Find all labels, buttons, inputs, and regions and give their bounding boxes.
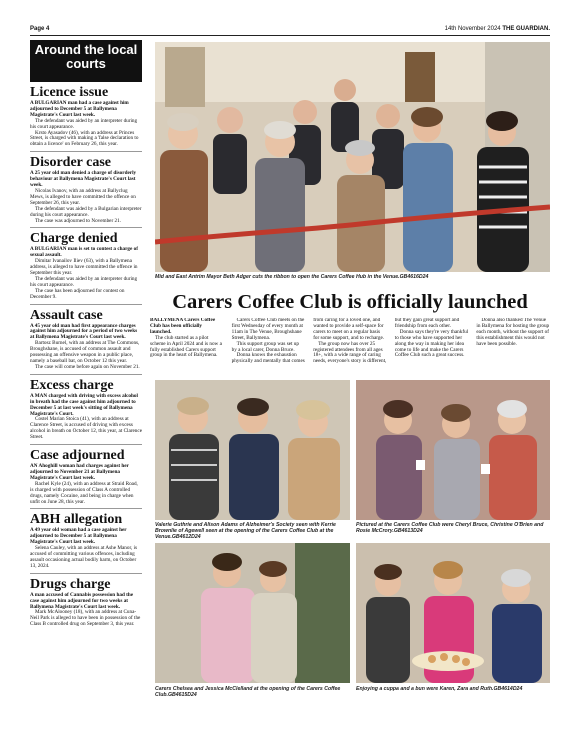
story-intro: A BULGARIAN man had a case against him adjourned to December 5 at Ballymena Magistrate's Court last week. — [30, 100, 129, 118]
carers-coffee-photo — [356, 380, 550, 520]
story-paragraph: The case will come before again on November 21. — [35, 363, 140, 370]
story-intro: A BULGARIAN man is set to contest a charge of sexual assault. — [30, 246, 138, 259]
story-paragraph: Costel Marian Stoica (41), with an address at Clarence Street, is accused of driving with excess alcohol in breath on October 12, this year, at Clarence Street. — [30, 416, 142, 441]
story-divider — [30, 227, 142, 228]
story-headline: ABH allegation — [30, 512, 123, 528]
story-headline: Excess charge — [30, 377, 114, 393]
bottom-left-caption: Carers Chelsea and Jessica McClelland at the opening of the Carers Coffee Club.GB4615D24 — [155, 686, 341, 698]
court-story — [30, 378, 142, 445]
paper-name: THE GUARDIAN. — [502, 26, 550, 32]
courts-column — [30, 40, 142, 710]
story-paragraph: Krsto Ayasadov (46), with an address at Princes Street, is charged with making a 'false declaration to obtain a licence' on February 26, this year. — [30, 129, 139, 148]
story-divider — [30, 374, 142, 375]
ribbon-cutting-image — [155, 42, 550, 272]
court-story — [30, 155, 142, 228]
issue-date: 14th November 2024 — [444, 26, 501, 32]
date-line — [445, 26, 550, 32]
carers-coffee-image — [356, 380, 550, 520]
cuppa-and-bun-photo — [356, 543, 550, 683]
article-paragraph: The club started as a pilot scheme in April 2024 and is now a fully established Carers support group in the heart of Ballymena. — [150, 334, 222, 359]
article-paragraph: Carers Coffee Club meets on the first Wednesday of every month at 11am in The Venue, Broughshane Street, Ballymena. — [231, 318, 305, 341]
article-paragraph: This support group was set up by a local carer, Donna Bruce. — [231, 340, 299, 353]
story-intro: A MAN charged with driving with excess alcohol in breath had the case against him adjourned to December 5 at last week's sitting of Ballymena Magistrate's Court. — [30, 392, 138, 417]
court-story — [30, 512, 142, 573]
header-rule — [30, 35, 550, 36]
story-divider — [30, 304, 142, 305]
story-headline: Disorder case — [30, 155, 111, 171]
story-headline: Assault case — [30, 307, 103, 323]
cuppa-and-bun-image — [356, 543, 550, 683]
mid-right-caption: Pictured at the Carers Coffee Club were Cheryl Bruce, Christine O'Brien and Rosie McCrory.GB4613D24 — [356, 522, 544, 534]
story-headline: Case adjourned — [30, 448, 125, 464]
story-headline: Licence issue — [30, 85, 109, 100]
mcclelland-carers-photo — [155, 543, 350, 683]
story-divider — [30, 444, 142, 445]
story-divider — [30, 151, 142, 152]
court-story — [30, 577, 142, 628]
story-paragraph: The defendant was aided by a Bulgarian interpreter during his court appearance. — [30, 205, 142, 218]
story-divider — [30, 508, 142, 509]
courts-banner: Around the local courts — [30, 40, 142, 82]
story-headline: Drugs charge — [30, 576, 111, 592]
alzheimers-society-image — [155, 380, 350, 520]
mid-left-caption: Valerie Guthrie and Alison Adams of Alzheimer's Society seen with Kerrie Brownlie of Agewell seen at the opening of the Carers Coffee Club at the Venue.GB4612D24 — [155, 522, 336, 540]
story-paragraph: Dimitar Ivanailov Iliev (63), with a Ballymena address, is alleged to have committed the offence in September this year. — [30, 258, 138, 277]
story-intro: A man accused of Cannabis possession had the case against him adjourned for two weeks at Ballymena Magistrate's Court last week. — [30, 591, 134, 610]
article-paragraph: Donna also thanked The Venue in Ballymena for hosting the group each month, without the support of this establishment this would not have been possible. — [476, 318, 550, 347]
alzheimers-society-photo — [155, 380, 350, 520]
story-paragraph: Bartosz Burnel, with an address at The Commons, Broughshane, is accused of common assault and possessing an offensive weapon in a public place, namely a baseball bat, on October 12 this year. — [30, 340, 140, 364]
court-story — [30, 308, 142, 375]
article-headline: Carers Coffee Club is officially launched — [172, 291, 528, 313]
story-intro: A 45 year old man had first appearance charges against him adjourned for a period of two weeks at Ballymena Magistrate's Court last week. — [30, 322, 138, 341]
story-paragraph: The case was adjourned to November 21. — [35, 217, 121, 224]
story-paragraph: The defendant was aided by an interpreter during his court appearance. — [30, 117, 138, 130]
mcclelland-carers-image — [155, 543, 350, 683]
article-lead: BALLYMENA Carers Coffee Club has been officially launched. — [150, 318, 216, 335]
court-story — [30, 85, 142, 152]
article-paragraph: The group now has over 25 registered attendees from all ages 18+, with a wide range of caring needs, everyone's story is different, but they gain great support and friendship from each other. — [313, 318, 460, 365]
story-paragraph: Rachel Kyle (24), with an address at Straid Road, is charged with possession of Class A controlled drugs, namely Cocaine, and being in charge when unfit on June 28, this year. — [30, 480, 138, 505]
story-paragraph: Nicolas Ivanov, with an address at Ballyclug Mews, is alleged to have committed the offence on September 26, this year. — [30, 187, 136, 206]
bottom-right-caption: Enjoying a cuppa and a bun were Karen, Zara and Ruth.GB4614D24 — [356, 686, 523, 692]
article-body — [150, 318, 550, 378]
court-stories — [30, 85, 142, 628]
story-headline: Charge denied — [30, 231, 118, 247]
story-paragraph: Mark McAlooney (18), with an address at Cuna-Neil Park is alleged to have been in possession of the Class B controlled drug on September 3, this year. — [30, 609, 141, 628]
story-paragraph: The defendant was aided by an interpreter during his court appearance. — [30, 275, 138, 288]
ribbon-cutting-photo — [155, 42, 550, 272]
story-paragraph: Selena Cauley, with an address at Ashe Manor, is accused of committing various offences, including assault occasioning actual bodily harm, on October 13, 2024. — [30, 545, 138, 569]
top-photo-caption: Mid and East Antrim Mayor Beth Adger cuts the ribbon to open the Carers Coffee Hub in the Venue.GB4616D24 — [155, 274, 429, 280]
story-intro: A 49 year old woman had a case against her adjourned to December 5 at Ballymena Magistrate's Court last week. — [30, 527, 127, 546]
story-intro: A 25 year old man denied a charge of disorderly behaviour at Ballymena Magistrate's Court last week. — [30, 170, 137, 189]
court-story — [30, 448, 142, 509]
story-paragraph: The case has been adjourned for contest on December 9. — [30, 287, 125, 300]
article-paragraph: Donna says they're very thankful to those who have supported her along the way in making her idea come to life and make the Carers Coffee Club such a great success. — [394, 328, 469, 359]
story-divider — [30, 573, 142, 574]
article-paragraph: Donna knows the exhaustion physically and mentally that comes from caring for a loved one, and wanted to provide a self-space for carers to meet on a regular basis for some support, and to recharge. — [231, 318, 385, 365]
page-number: Page 4 — [30, 26, 50, 32]
court-story — [30, 231, 142, 304]
story-intro: AN Ahoghill woman had charges against her adjourned to November 21 at Ballymena Magistrate's Court last week. — [30, 463, 129, 481]
